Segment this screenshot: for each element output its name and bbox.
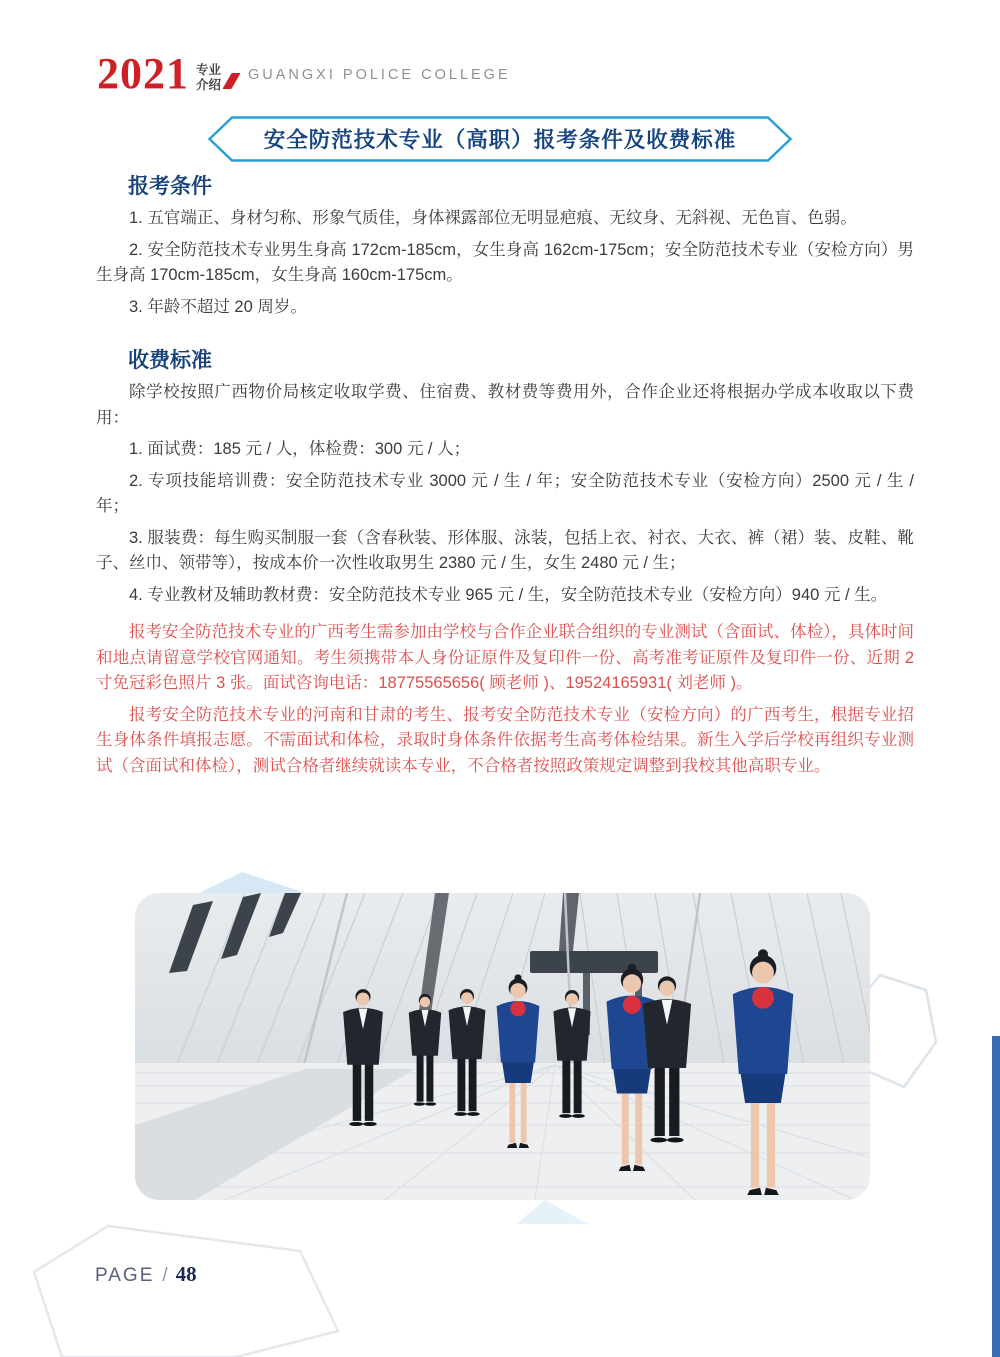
page-label: PAGE <box>95 1265 155 1286</box>
red-slash-icon <box>222 73 240 89</box>
requirement-item: 2. 安全防范技术专业男生身高 172cm-185cm，女生身高 162cm-175cm；安全防范技术专业（安检方向）男生身高 170cm-185cm，女生身高 160cm-175cm。 <box>96 240 914 284</box>
requirement-item: 1. 五官端正、身材匀称、形象气质佳，身体裸露部位无明显疤痕、无纹身、无斜视、无色盲、色弱。 <box>129 209 857 227</box>
page-header <box>97 49 511 98</box>
notice-paragraph: 报考安全防范技术专业的河南和甘肃的考生、报考安全防范技术专业（安检方向）的广西考生，根据专业招生身体条件填报志愿。不需面试和体检，录取时身体条件依据考生高考体检结果。新生入学后学校再组织专业测试（含面试和体检），测试合格者继续就读本专业，不合格者按照政策规定调整到我校其他高职专业。 <box>96 705 914 775</box>
page-footer <box>95 1262 197 1287</box>
notice-paragraph: 报考安全防范技术专业的广西考生需参加由学校与合作企业联合组织的专业测试（含面试、体检），具体时间和地点请留意学校官网通知。考生须携带本人身份证原件及复印件一份、高考准考证原件及复印件一份、近期 2 寸免冠彩色照片 3 张。面试咨询电话：18775565656( 顾老师 )、19524165931( 刘老师 )。 <box>96 623 914 692</box>
fees-intro: 除学校按照广西物价局核定收取学费、住宿费、教材费等费用外，合作企业还将根据办学成本收取以下费用： <box>96 383 914 427</box>
page-separator: / <box>162 1265 168 1286</box>
fee-item: 2. 专项技能培训费：安全防范技术专业 3000 元 / 生 / 年；安全防范技术专业（安检方向）2500 元 / 生 / 年； <box>96 471 914 515</box>
title-banner <box>208 116 792 167</box>
tagline-top: 专业 <box>196 63 222 77</box>
right-edge-accent-bar <box>992 1036 1000 1357</box>
blue-accent-triangle-top <box>195 872 312 895</box>
hexagon-outline-bottom-left <box>34 1226 338 1357</box>
blue-accent-triangle-bottom <box>516 1200 588 1224</box>
fees-heading: 收费标准 <box>128 349 212 372</box>
page-title: 安全防范技术专业（高职）报考条件及收费标准 <box>263 128 737 152</box>
fee-item: 1. 面试费：185 元 / 人，体检费：300 元 / 人； <box>129 440 471 458</box>
year-label: 2021 <box>97 49 189 98</box>
fee-item: 4. 专业教材及辅助教材费：安全防范技术专业 965 元 / 生，安全防范技术专业（安检方向）940 元 / 生。 <box>129 585 888 604</box>
main-content <box>96 170 914 785</box>
students-uniform-photo <box>135 893 870 1200</box>
page-number: 48 <box>175 1262 197 1286</box>
college-name: GUANGXI POLICE COLLEGE <box>248 67 511 83</box>
fee-item: 3. 服装费：每生购买制服一套（含春秋装、形体服、泳装，包括上衣、衬衣、大衣、裤（裙）装、皮鞋、靴子、丝巾、领带等），按成本价一次性收取男生 2380 元 / 生，女生 2480 元 / 生； <box>96 528 914 572</box>
requirement-item: 3. 年龄不超过 20 周岁。 <box>129 297 307 316</box>
requirements-heading: 报考条件 <box>128 175 212 198</box>
tagline-bottom: 介绍 <box>196 77 222 92</box>
header-tagline <box>196 63 221 93</box>
